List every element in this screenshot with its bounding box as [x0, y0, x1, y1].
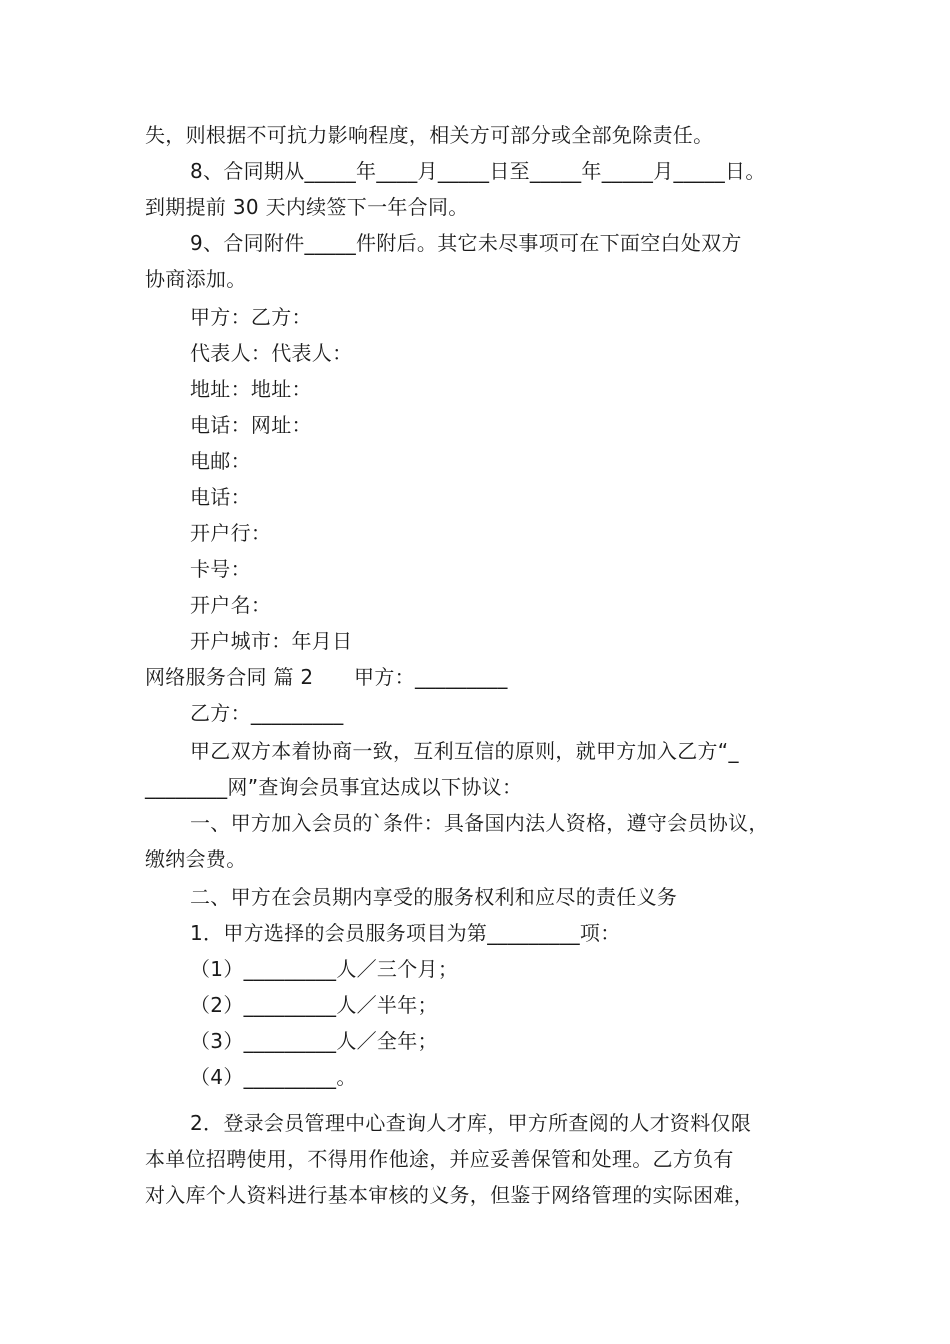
list-item: （3）_________人／全年；: [190, 1029, 438, 1053]
signature-line: 代表人：代表人：: [190, 341, 353, 365]
signature-line: 地址：地址：: [190, 377, 312, 401]
signature-line: 电话：: [190, 485, 251, 509]
signature-line: 电邮：: [190, 449, 251, 473]
list-item: （4）_________。: [190, 1065, 357, 1089]
signature-line: 开户名：: [190, 593, 272, 617]
list-item: （1）_________人／三个月；: [190, 957, 459, 981]
paragraph-line: 2．登录会员管理中心查询人才库，甲方所查阅的人才资料仅限: [190, 1111, 752, 1135]
paragraph-line: 二、甲方在会员期内享受的服务权利和应尽的责任义务: [190, 885, 678, 909]
paragraph-line: 对入库个人资料进行基本审核的义务，但鉴于网络管理的实际困难，: [145, 1183, 754, 1207]
paragraph-line: 到期提前 30 天内续签下一年合同。: [145, 195, 469, 219]
signature-line: 开户行：: [190, 521, 272, 545]
signature-line: 电话：网址：: [190, 413, 312, 437]
paragraph-line: 甲乙双方本着协商一致，互利互信的原则，就甲方加入乙方“_: [190, 739, 739, 763]
paragraph-line: 缴纳会费。: [145, 847, 247, 871]
signature-line: 甲方：乙方：: [190, 305, 312, 329]
paragraph-line: ________网”查询会员事宜达成以下协议：: [145, 775, 523, 799]
signature-line: 开户城市：年月日: [190, 629, 353, 653]
paragraph-line: 协商添加。: [145, 267, 247, 291]
paragraph-line: 9、合同附件_____件附后。其它未尽事项可在下面空白处双方: [190, 231, 742, 255]
paragraph-line: 本单位招聘使用，不得用作他途，并应妥善保管和处理。乙方负有: [145, 1147, 734, 1171]
paragraph-line: 8、合同期从_____年____月_____日至_____年_____月_____日。: [190, 159, 766, 183]
signature-line: 卡号：: [190, 557, 251, 581]
paragraph-line: 一、甲方加入会员的`条件：具备国内法人资格，遵守会员协议，: [190, 811, 769, 835]
paragraph-line: 1．甲方选择的会员服务项目为第_________项：: [190, 921, 621, 945]
list-item: （2）_________人／半年；: [190, 993, 438, 1017]
section-heading: 网络服务合同 篇 2 甲方：_________: [145, 665, 508, 689]
paragraph-line: 乙方：_________: [190, 701, 344, 725]
paragraph-line: 失，则根据不可抗力影响程度，相关方可部分或全部免除责任。: [145, 123, 714, 147]
